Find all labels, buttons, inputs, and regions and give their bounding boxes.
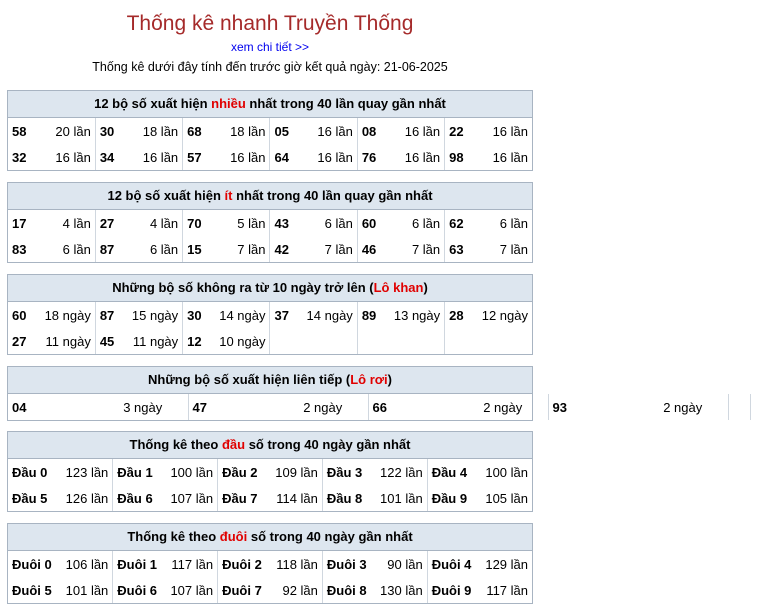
table-row: [8, 394, 772, 420]
stat-cell: 05 16 lần: [270, 118, 357, 144]
page-subtitle: Thống kê dưới đây tính đến trước giờ kết quả ngày: 21-06-2025: [92, 60, 448, 74]
stat-cell: 60 6 lần: [357, 210, 444, 236]
stat-cell-empty: [445, 328, 532, 354]
dau-panel: [7, 431, 533, 512]
stat-cell: Đuôi 6 107 lần: [113, 577, 218, 603]
stat-cell: Đầu 2 109 lần: [218, 459, 323, 485]
stat-cell: Đầu 6 107 lần: [113, 485, 218, 511]
lo-roi-panel: [7, 366, 703, 421]
lo-khan-heading: Những bộ số không ra từ 10 ngày trở lên (Lô khan): [8, 275, 532, 302]
stat-cell: Đuôi 2 118 lần: [218, 551, 323, 577]
stat-cell-empty: [750, 394, 772, 420]
stat-cell: 45 11 ngày: [95, 328, 182, 354]
stat-cell-empty: [728, 394, 750, 420]
stat-cell: Đầu 9 105 lần: [431, 490, 528, 506]
roi-days: 2 ngày: [458, 394, 548, 420]
page-header: [0, 0, 540, 75]
table-row: [8, 210, 532, 236]
stat-cell-empty: [270, 328, 357, 354]
roi-number: 47: [192, 399, 207, 415]
least-frequent-heading: 12 bộ số xuất hiện ít nhất trong 40 lần quay gần nhất: [8, 183, 532, 210]
stat-cell: Đuôi 0 106 lần: [8, 551, 113, 577]
stat-cell: 68 18 lần: [183, 118, 270, 144]
stat-cell: 98 16 lần: [449, 149, 528, 165]
stat-cell: 60 18 ngày: [8, 302, 95, 328]
stat-cell: 15 7 lần: [183, 236, 270, 262]
table-row: [8, 577, 532, 603]
stat-cell: 37 14 ngày: [270, 302, 357, 328]
stat-cell: 27 11 ngày: [8, 328, 95, 354]
stat-cell: Đuôi 3 90 lần: [322, 551, 427, 577]
stat-cell: Đuôi 9 117 lần: [431, 582, 528, 598]
duoi-table: [8, 551, 532, 603]
stat-cell: 17 4 lần: [8, 210, 95, 236]
stat-cell: 43 6 lần: [270, 210, 357, 236]
roi-days: 3 ngày: [98, 394, 188, 420]
lo-khan-panel: [7, 274, 533, 355]
stat-cell: 62 6 lần: [449, 215, 528, 231]
stat-cell: 22 16 lần: [449, 123, 528, 139]
detail-link[interactable]: xem chi tiết >>: [230, 40, 310, 54]
stat-cell: 12 10 ngày: [183, 328, 270, 354]
stat-cell: 89 13 ngày: [357, 302, 444, 328]
table-row: [8, 459, 532, 485]
stat-cell: Đuôi 1 117 lần: [113, 551, 218, 577]
table-row: [8, 118, 532, 144]
lo-khan-table: [8, 302, 532, 354]
stat-cell: 27 4 lần: [95, 210, 182, 236]
most-frequent-heading: 12 bộ số xuất hiện nhiều nhất trong 40 lần quay gần nhất: [8, 91, 532, 118]
most-frequent-table: [8, 118, 532, 170]
stat-cell: 28 12 ngày: [449, 307, 528, 323]
table-row: [8, 236, 532, 262]
roi-days: 2 ngày: [278, 394, 368, 420]
stat-cell: Đầu 1 100 lần: [113, 459, 218, 485]
roi-number: 04: [12, 399, 27, 415]
stat-cell: 34 16 lần: [95, 144, 182, 170]
dau-table: [8, 459, 532, 511]
stat-cell: Đầu 4 100 lần: [431, 464, 528, 480]
stat-cell: 30 18 lần: [95, 118, 182, 144]
table-row: [8, 302, 532, 328]
roi-number: 66: [372, 399, 387, 415]
stat-cell: 70 5 lần: [183, 210, 270, 236]
stat-cell: 64 16 lần: [270, 144, 357, 170]
table-row: [8, 144, 532, 170]
stat-cell-empty: [357, 328, 444, 354]
least-frequent-table: [8, 210, 532, 262]
stat-cell: 63 7 lần: [449, 241, 528, 257]
stat-cell: 83 6 lần: [8, 236, 95, 262]
page-title: Thống kê nhanh Truyền Thống: [126, 12, 414, 35]
lo-roi-table: [8, 394, 772, 420]
stat-cell: 30 14 ngày: [183, 302, 270, 328]
stat-cell: Đầu 3 122 lần: [322, 459, 427, 485]
least-frequent-panel: [7, 182, 533, 263]
stat-cell: Đuôi 5 101 lần: [8, 577, 113, 603]
stat-cell: Đuôi 4 129 lần: [431, 556, 528, 572]
lo-roi-heading: Những bộ số xuất hiện liên tiếp (Lô rơi): [8, 367, 532, 394]
roi-number: 93: [552, 399, 567, 415]
stat-cell: Đuôi 7 92 lần: [218, 577, 323, 603]
stat-cell: 76 16 lần: [357, 144, 444, 170]
stat-cell: Đầu 8 101 lần: [322, 485, 427, 511]
stat-cell: 46 7 lần: [357, 236, 444, 262]
stat-cell: Đầu 0 123 lần: [8, 459, 113, 485]
table-row: [8, 551, 532, 577]
stat-cell: 87 6 lần: [95, 236, 182, 262]
dau-heading: Thống kê theo đầu số trong 40 ngày gần nhất: [8, 432, 532, 459]
duoi-panel: [7, 523, 533, 604]
stat-cell: Đầu 5 126 lần: [8, 485, 113, 511]
most-frequent-panel: [7, 90, 533, 171]
stat-cell: 42 7 lần: [270, 236, 357, 262]
duoi-heading: Thống kê theo đuôi số trong 40 ngày gần nhất: [8, 524, 532, 551]
stat-cell: Đầu 7 114 lần: [218, 485, 323, 511]
roi-days: 2 ngày: [638, 394, 728, 420]
stat-cell: 32 16 lần: [8, 144, 95, 170]
stat-cell: Đuôi 8 130 lần: [322, 577, 427, 603]
stat-cell: 08 16 lần: [357, 118, 444, 144]
table-row: [8, 328, 532, 354]
stat-cell: 57 16 lần: [183, 144, 270, 170]
stat-cell: 58 20 lần: [8, 118, 95, 144]
stat-cell: 87 15 ngày: [95, 302, 182, 328]
table-row: [8, 485, 532, 511]
